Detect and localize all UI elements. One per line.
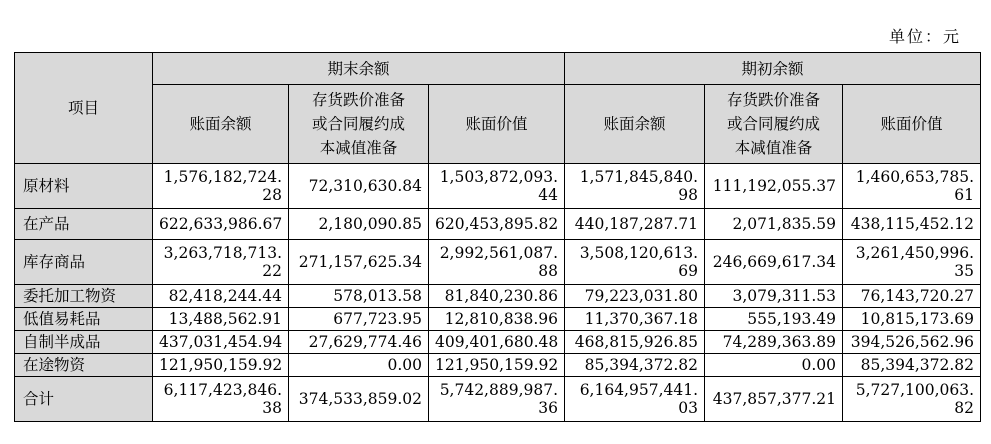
end-balance-cell: 13,488,562.91 [153, 308, 289, 331]
end-value-cell: 5,742,889,987.36 [429, 377, 565, 422]
header-period-end: 期末余额 [153, 53, 565, 85]
begin-provision-cell: 555,193.49 [705, 308, 843, 331]
table-row [15, 209, 981, 240]
end-balance-cell: 121,950,159.92 [153, 354, 289, 377]
table-row [15, 331, 981, 354]
end-value-cell: 620,453,895.82 [429, 209, 565, 240]
header-group-row [15, 53, 981, 85]
header-end-book-value: 账面价值 [429, 85, 565, 164]
end-value-cell: 1,503,872,093.44 [429, 164, 565, 209]
begin-balance-cell: 1,571,845,840.98 [565, 164, 705, 209]
unit-label: 单位：元 [888, 27, 961, 46]
end-provision-cell: 677,723.95 [289, 308, 429, 331]
header-begin-book-value: 账面价值 [843, 85, 981, 164]
row-label: 在途物资 [15, 354, 153, 377]
inventory-table [14, 52, 981, 422]
row-label: 库存商品 [15, 240, 153, 285]
begin-provision-cell: 2,071,835.59 [705, 209, 843, 240]
end-provision-cell: 374,533,859.02 [289, 377, 429, 422]
begin-value-cell: 10,815,173.69 [843, 308, 981, 331]
begin-value-cell: 1,460,653,785.61 [843, 164, 981, 209]
begin-balance-cell: 440,187,287.71 [565, 209, 705, 240]
begin-provision-cell: 3,079,311.53 [705, 285, 843, 308]
end-value-cell: 81,840,230.86 [429, 285, 565, 308]
end-provision-cell: 578,013.58 [289, 285, 429, 308]
begin-balance-cell: 6,164,957,441.03 [565, 377, 705, 422]
end-balance-cell: 6,117,423,846.38 [153, 377, 289, 422]
begin-balance-cell: 3,508,120,613.69 [565, 240, 705, 285]
table-row [15, 164, 981, 209]
table-row [15, 240, 981, 285]
begin-value-cell: 394,526,562.96 [843, 331, 981, 354]
begin-value-cell: 3,261,450,996.35 [843, 240, 981, 285]
table-row-total [15, 377, 981, 422]
header-end-provision: 存货跌价准备 或合同履约成 本减值准备 [289, 85, 429, 164]
end-balance-cell: 82,418,244.44 [153, 285, 289, 308]
end-provision-cell: 27,629,774.46 [289, 331, 429, 354]
end-balance-cell: 437,031,454.94 [153, 331, 289, 354]
end-value-cell: 2,992,561,087.88 [429, 240, 565, 285]
end-balance-cell: 3,263,718,713.22 [153, 240, 289, 285]
begin-provision-cell: 246,669,617.34 [705, 240, 843, 285]
end-provision-cell: 0.00 [289, 354, 429, 377]
table-row [15, 308, 981, 331]
begin-provision-cell: 111,192,055.37 [705, 164, 843, 209]
row-label: 低值易耗品 [15, 308, 153, 331]
header-item: 项目 [15, 53, 153, 164]
row-label: 合计 [15, 377, 153, 422]
begin-value-cell: 438,115,452.12 [843, 209, 981, 240]
begin-provision-cell: 74,289,363.89 [705, 331, 843, 354]
end-provision-cell: 72,310,630.84 [289, 164, 429, 209]
end-value-cell: 12,810,838.96 [429, 308, 565, 331]
end-value-cell: 409,401,680.48 [429, 331, 565, 354]
table-row [15, 285, 981, 308]
begin-balance-cell: 79,223,031.80 [565, 285, 705, 308]
begin-value-cell: 5,727,100,063.82 [843, 377, 981, 422]
begin-provision-cell: 437,857,377.21 [705, 377, 843, 422]
end-provision-cell: 271,157,625.34 [289, 240, 429, 285]
table-row [15, 354, 981, 377]
row-label: 在产品 [15, 209, 153, 240]
end-balance-cell: 1,576,182,724.28 [153, 164, 289, 209]
begin-value-cell: 85,394,372.82 [843, 354, 981, 377]
begin-balance-cell: 85,394,372.82 [565, 354, 705, 377]
header-end-book-balance: 账面余额 [153, 85, 289, 164]
begin-provision-cell: 0.00 [705, 354, 843, 377]
row-label: 委托加工物资 [15, 285, 153, 308]
end-balance-cell: 622,633,986.67 [153, 209, 289, 240]
begin-value-cell: 76,143,720.27 [843, 285, 981, 308]
begin-balance-cell: 468,815,926.85 [565, 331, 705, 354]
begin-balance-cell: 11,370,367.18 [565, 308, 705, 331]
row-label: 自制半成品 [15, 331, 153, 354]
header-begin-book-balance: 账面余额 [565, 85, 705, 164]
header-period-begin: 期初余额 [565, 53, 981, 85]
header-columns-row [15, 85, 981, 164]
end-value-cell: 121,950,159.92 [429, 354, 565, 377]
row-label: 原材料 [15, 164, 153, 209]
end-provision-cell: 2,180,090.85 [289, 209, 429, 240]
header-begin-provision: 存货跌价准备 或合同履约成 本减值准备 [705, 85, 843, 164]
